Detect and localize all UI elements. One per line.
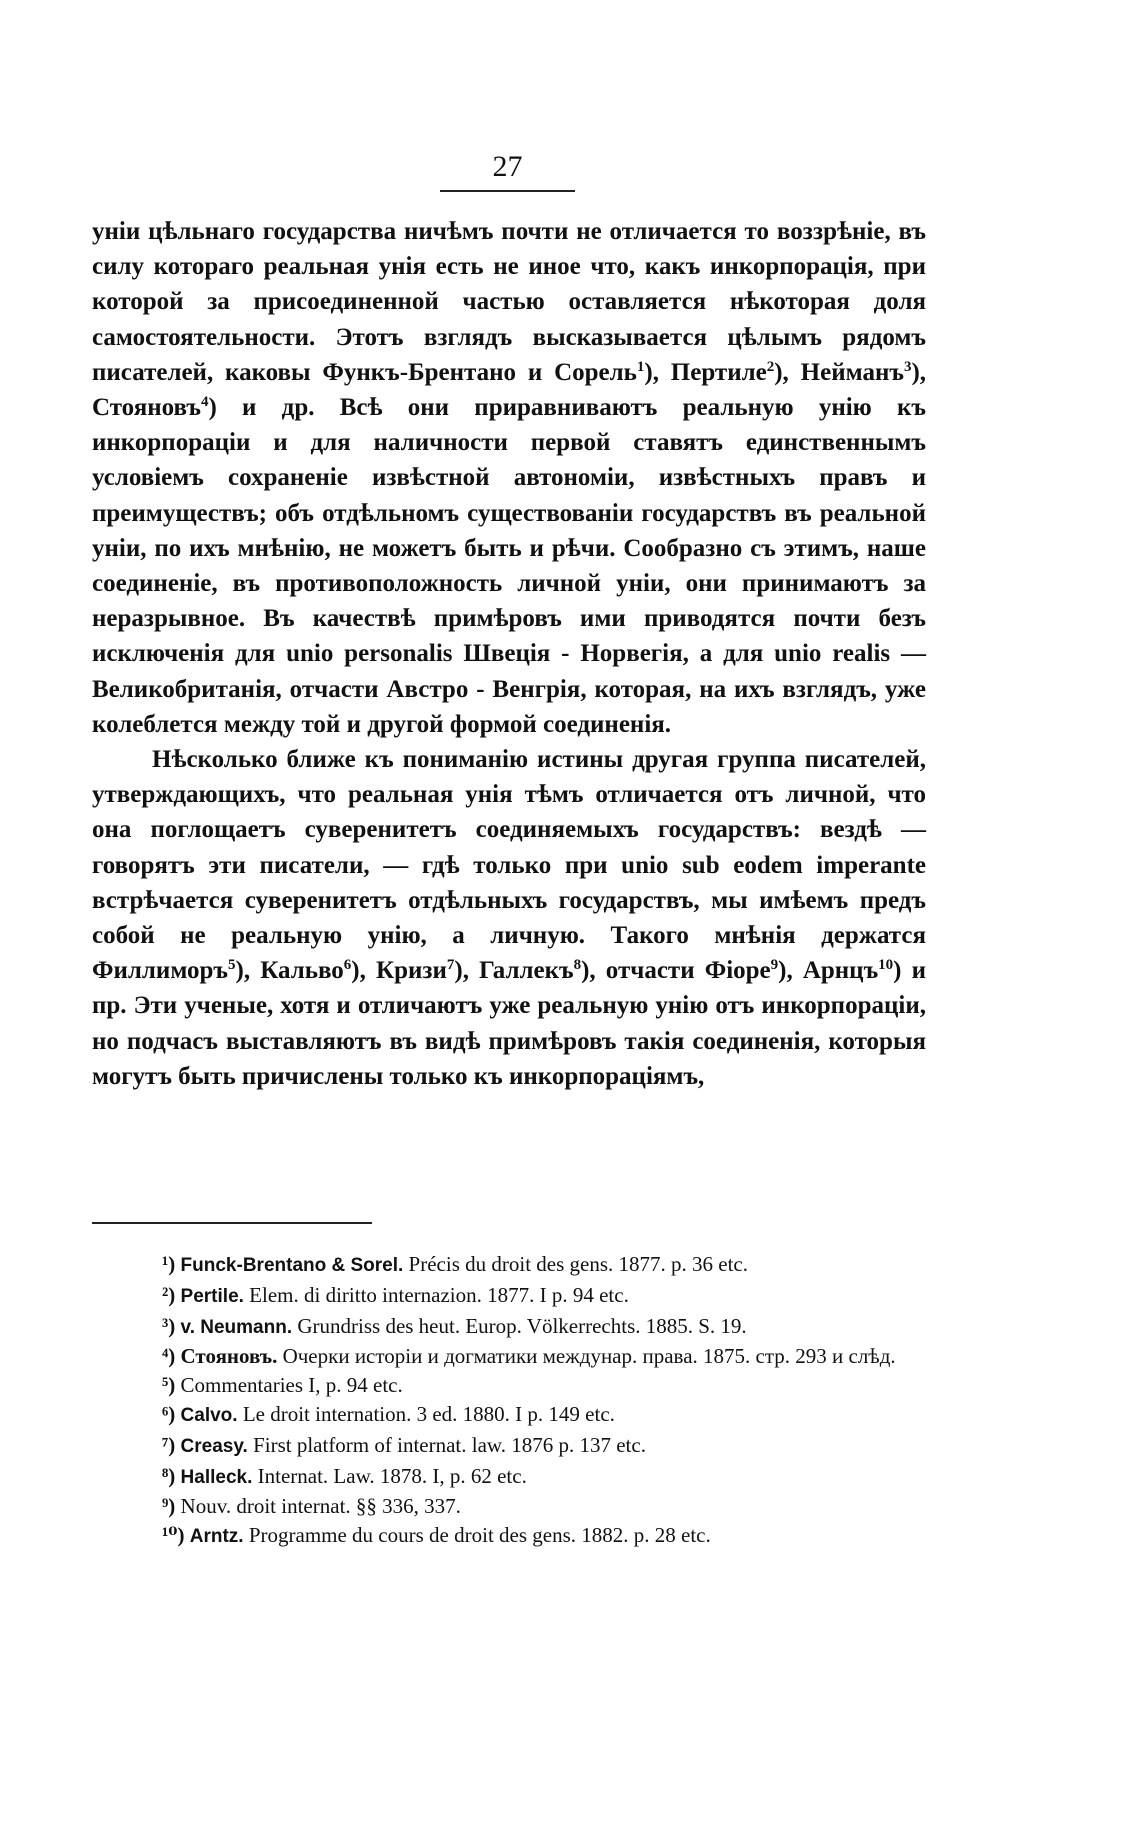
paragraph-text: ) и др. Всѣ они приравниваютъ реальную унію къ инкорпораціи и для наличности первой ставятъ единственнымъ условіемъ сохраненіе извѣстной автономіи, извѣстныхъ правъ и преимуществъ; объ отдѣльномъ существованіи государствъ въ реальной уніи, по ихъ мнѣнію, не можетъ быть и рѣчи. Сообразно съ этимъ, наше соединеніе, въ противоположность личной уніи, они принимаютъ за неразрывное. Въ качествѣ примѣровъ ими приводятся почти безъ исключенія для unio personalis Швеція - Норвегія, а для unio realis — Великобританія, отчасти Австро - Венгрія, которая, на ихъ взглядъ, уже колеблется между той и другой формой соединенія. [92, 394, 926, 738]
footnote-author: Стояновъ. [180, 1344, 278, 1369]
footnote [92, 1250, 926, 1281]
paragraph-text: ), Арнцъ [778, 957, 879, 985]
footnote-ref: 2 [766, 358, 775, 375]
footnote-number: ¹⁰) [162, 1523, 185, 1548]
footnote [92, 1521, 926, 1552]
paragraph-text: ), Стояновъ [92, 358, 927, 422]
page-number: 27 [492, 150, 523, 183]
paragraph-text: уніи цѣльнаго государства ничѣмъ почти не отличается то воззрѣніе, въ силу котораго реальная унія есть не иное что, какъ инкорпорація, при которой за присоединенной частью оставляется нѣкоторая доля самостоятельности. Этотъ взглядъ высказывается цѣлымъ рядомъ писателей, каковы Функъ-Брентано и Сорель [92, 218, 926, 386]
paragraph [92, 214, 926, 742]
footnote [92, 1342, 926, 1371]
footnote [92, 1462, 926, 1493]
footnote-ref: 4 [200, 394, 209, 411]
footnote-rule [92, 1222, 372, 1224]
footnote-ref: 10 [878, 957, 894, 974]
paragraph-text: ), Кризи [351, 957, 447, 985]
footnote-number: ⁷) [162, 1432, 176, 1457]
footnote-author: Halleck. [180, 1466, 253, 1488]
paragraph-text: ), Нейманъ [774, 358, 904, 386]
footnote-number: ³) [162, 1313, 176, 1338]
footnote [92, 1400, 926, 1431]
footnote [92, 1312, 926, 1343]
footnote-number: ⁵) [162, 1373, 176, 1398]
footnote-number: ⁴) [162, 1344, 176, 1369]
footnote-number: ⁸) [162, 1463, 176, 1488]
footnote [92, 1431, 926, 1462]
page-number-rule [440, 190, 575, 192]
paragraph-text: ), Пертиле [644, 358, 767, 386]
footnote-text: Elem. di diritto internazion. 1877. I p. 94 etc. [249, 1282, 629, 1307]
footnote [92, 1492, 926, 1521]
footnote-text: Le droit internation. 3 ed. 1880. I p. 149 etc. [242, 1401, 615, 1426]
footnote-author: Creasy. [180, 1435, 248, 1457]
footnote-text: Grundriss des heut. Europ. Völkerrechts. 1885. S. 19. [297, 1313, 747, 1338]
paragraph-text: Нѣсколько ближе къ пониманію истины другая группа писателей, утверждающихъ, что реальная унія тѣмъ отличается отъ личной, что она поглощаетъ суверенитетъ соединяемыхъ государствъ: вездѣ — говорятъ эти писатели, — гдѣ только при unio sub eodem imperante встрѣчается суверенитетъ отдѣльныхъ государствъ, мы имѣемъ предъ собой не реальную унію, а личную. Такого мнѣнія держатся Филлиморъ [92, 746, 926, 985]
footnote-ref: 7 [446, 957, 455, 974]
footnote-number: ⁹) [162, 1494, 176, 1519]
footnote-ref: 3 [903, 358, 912, 375]
footnote-ref: 5 [228, 957, 236, 974]
footnote-ref: 9 [770, 957, 779, 974]
footnote-text: Programme du cours de droit des gens. 1882. p. 28 etc. [248, 1523, 711, 1548]
footnote-ref: 6 [343, 957, 352, 974]
footnotes [92, 1250, 926, 1552]
footnote-author: Funck-Brentano & Sorel. [180, 1255, 404, 1276]
paragraph-text: ) и пр. Эти ученые, хотя и отличаютъ уже реальную унію отъ инкорпораціи, но подчасъ выставляютъ въ видѣ примѣровъ такія соединенія, которыя могутъ быть причислены только къ инкорпораціямъ, [92, 957, 927, 1090]
footnote-ref: 1 [636, 358, 645, 375]
paragraph-text: ), Кальво [235, 957, 344, 985]
footnote-number: ¹) [162, 1252, 176, 1276]
footnote-ref: 8 [573, 957, 582, 974]
footnote [92, 1371, 926, 1400]
footnote-text: Commentaries I, p. 94 etc. [180, 1373, 403, 1398]
paragraph [92, 742, 926, 1094]
footnote [92, 1281, 926, 1312]
paragraph-text: ), Галлекъ [454, 957, 574, 985]
footnote-author: v. Neumann. [180, 1316, 293, 1338]
paragraph-text: ), отчасти Фіоре [581, 957, 771, 985]
footnote-text: Nouv. droit internat. §§ 336, 337. [180, 1494, 461, 1519]
footnote-text: First platform of internat. law. 1876 p. 137 etc. [253, 1432, 646, 1457]
footnote-author: Arntz. [189, 1526, 244, 1548]
footnote-text: Internat. Law. 1878. I, p. 62 etc. [257, 1463, 527, 1488]
footnote-number: ²) [162, 1282, 176, 1307]
footnote-author: Pertile. [180, 1285, 244, 1307]
footnote-author: Calvo. [180, 1404, 238, 1426]
footnote-text: Очерки исторіи и догматики междунар. права. 1875. стр. 293 и слѣд. [282, 1344, 896, 1369]
main-text [92, 214, 926, 1094]
footnote-number: ⁶) [162, 1401, 176, 1426]
footnote-text: Précis du droit des gens. 1877. p. 36 etc. [408, 1252, 748, 1276]
